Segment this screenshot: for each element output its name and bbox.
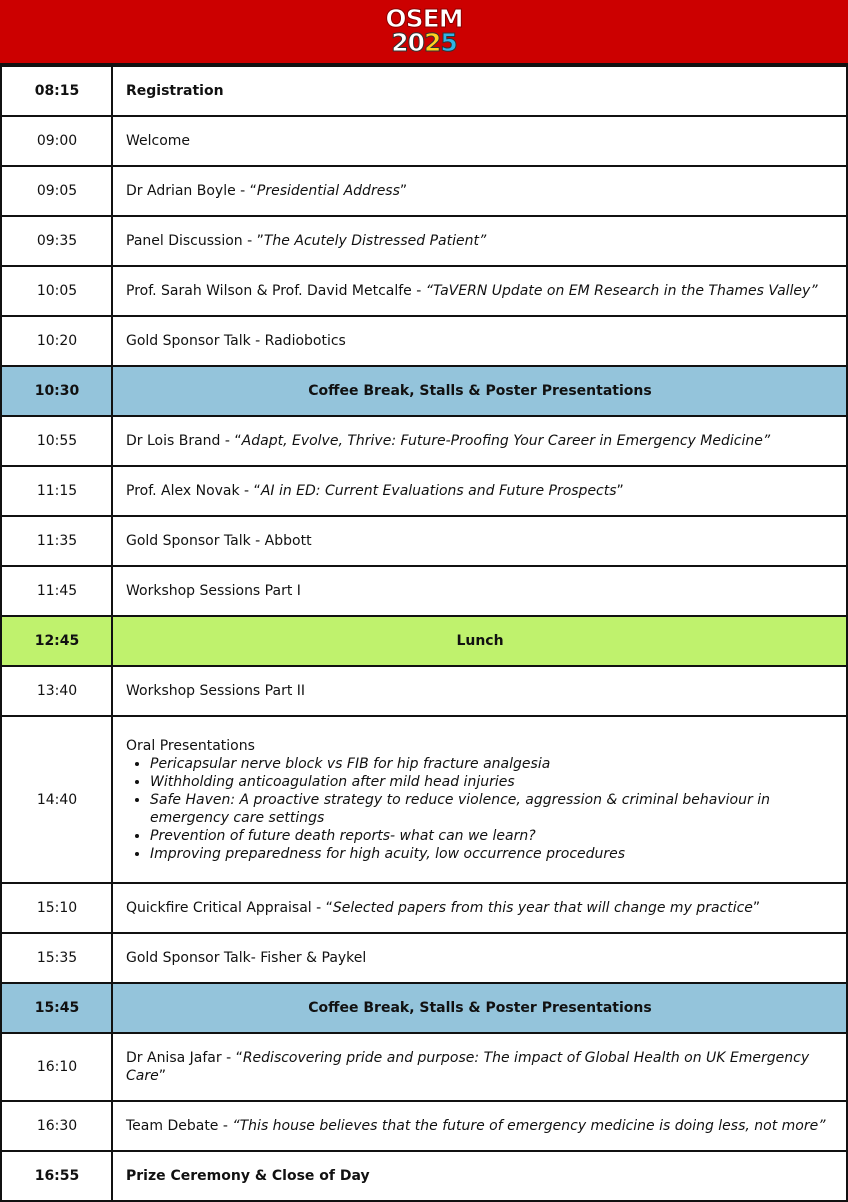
session-cell: Workshop Sessions Part I	[112, 566, 847, 616]
session-cell	[112, 266, 847, 316]
session-cell	[112, 166, 847, 216]
agenda-row	[1, 1033, 847, 1101]
session-cell: Registration	[112, 66, 847, 116]
session-cell: Welcome	[112, 116, 847, 166]
session-speaker: Quickfire Critical Appraisal - “	[126, 900, 333, 916]
time-cell: 16:30	[1, 1101, 112, 1151]
session-cell: Prize Ceremony & Close of Day	[112, 1151, 847, 1201]
time-cell: 10:20	[1, 316, 112, 366]
time-cell: 10:05	[1, 266, 112, 316]
agenda-row	[1, 216, 847, 266]
session-cell: Coffee Break, Stalls & Poster Presentations	[112, 983, 847, 1033]
time-cell: 15:45	[1, 983, 112, 1033]
time-cell: 09:05	[1, 166, 112, 216]
time-cell: 09:00	[1, 116, 112, 166]
time-cell: 08:15	[1, 66, 112, 116]
list-item: • Improving preparedness for high acuity, low occurrence procedures	[150, 845, 834, 863]
agenda-row-oral	[1, 716, 847, 883]
time-cell: 11:45	[1, 566, 112, 616]
time-cell: 09:35	[1, 216, 112, 266]
session-cell	[112, 416, 847, 466]
list-item: • Pericapsular nerve block vs FIB for hip fracture analgesia	[150, 755, 834, 773]
time-cell: 11:15	[1, 466, 112, 516]
agenda-row	[1, 266, 847, 316]
agenda-row	[1, 1151, 847, 1201]
agenda-row	[1, 1101, 847, 1151]
agenda-row-break	[1, 983, 847, 1033]
agenda-row-break	[1, 366, 847, 416]
session-speaker: Prof. Alex Novak - “	[126, 483, 261, 499]
session-cell: Gold Sponsor Talk - Abbott	[112, 516, 847, 566]
session-title: “This house believes that the future of emergency medicine is doing less, not more”	[232, 1118, 826, 1134]
agenda-row-lunch	[1, 616, 847, 666]
session-speaker: Team Debate -	[126, 1118, 233, 1134]
session-speaker: Dr Anisa Jafar - “	[126, 1050, 243, 1066]
session-cell	[112, 1033, 847, 1101]
oral-presentations-title: Oral Presentations	[126, 737, 255, 754]
time-cell: 16:55	[1, 1151, 112, 1201]
session-title: Presidential Address	[256, 183, 400, 199]
session-cell: Gold Sponsor Talk- Fisher & Paykel	[112, 933, 847, 983]
time-cell: 13:40	[1, 666, 112, 716]
agenda-row	[1, 66, 847, 116]
logo-year-part-1: 20	[391, 28, 424, 57]
session-title: “TaVERN Update on EM Research in the Thames Valley”	[425, 283, 818, 299]
agenda-table	[0, 65, 848, 1202]
session-title: The Acutely Distressed Patient”	[263, 233, 487, 249]
session-speaker: Panel Discussion - ”	[126, 233, 264, 249]
list-item: • Withholding anticoagulation after mild head injuries	[150, 773, 834, 791]
logo-year-part-3: 5	[440, 28, 457, 57]
list-item: • Safe Haven: A proactive strategy to reduce violence, aggression & criminal behaviour in emergency care settings	[150, 791, 834, 827]
session-cell: Lunch	[112, 616, 847, 666]
session-quote-close: ”	[752, 900, 761, 916]
session-quote-close: ”	[158, 1068, 166, 1084]
session-cell	[112, 1101, 847, 1151]
agenda-row	[1, 566, 847, 616]
time-cell: 12:45	[1, 616, 112, 666]
time-cell: 10:30	[1, 366, 112, 416]
logo-text-osem: OSEM	[385, 4, 463, 33]
session-quote-close: ”	[399, 183, 408, 199]
agenda-row	[1, 883, 847, 933]
time-cell: 14:40	[1, 716, 112, 883]
list-item: • Prevention of future death reports- what can we learn?	[150, 827, 834, 845]
session-cell	[112, 466, 847, 516]
session-title: Adapt, Evolve, Thrive: Future-Proofing Your Career in Emergency Medicine”	[241, 433, 771, 449]
session-quote-close: ”	[616, 483, 624, 499]
session-title: AI in ED: Current Evaluations and Future Prospects	[260, 483, 617, 499]
agenda-row	[1, 516, 847, 566]
session-cell: Workshop Sessions Part II	[112, 666, 847, 716]
header-banner	[0, 0, 848, 65]
agenda-row	[1, 166, 847, 216]
session-cell	[112, 883, 847, 933]
session-speaker: Dr Adrian Boyle - “	[126, 183, 257, 199]
agenda-row	[1, 416, 847, 466]
agenda-row	[1, 466, 847, 516]
time-cell: 15:35	[1, 933, 112, 983]
session-cell: Gold Sponsor Talk - Radiobotics	[112, 316, 847, 366]
session-title: Selected papers from this year that will change my practice	[332, 900, 753, 916]
time-cell: 15:10	[1, 883, 112, 933]
session-cell: Coffee Break, Stalls & Poster Presentations	[112, 366, 847, 416]
agenda-row	[1, 933, 847, 983]
session-speaker: Prof. Sarah Wilson & Prof. David Metcalfe -	[126, 283, 426, 299]
session-title: Rediscovering pride and purpose: The impact of Global Health on UK Emergency Care	[126, 1050, 810, 1084]
logo-year	[376, 30, 472, 55]
time-cell: 16:10	[1, 1033, 112, 1101]
session-cell	[112, 716, 847, 883]
oral-presentations-list	[126, 755, 834, 863]
time-cell: 10:55	[1, 416, 112, 466]
session-cell	[112, 216, 847, 266]
agenda-row	[1, 116, 847, 166]
osem-2025-logo	[376, 6, 472, 55]
session-speaker: Dr Lois Brand - “	[126, 433, 242, 449]
time-cell: 11:35	[1, 516, 112, 566]
agenda-row	[1, 316, 847, 366]
agenda-row	[1, 666, 847, 716]
logo-year-part-2: 2	[423, 28, 441, 57]
